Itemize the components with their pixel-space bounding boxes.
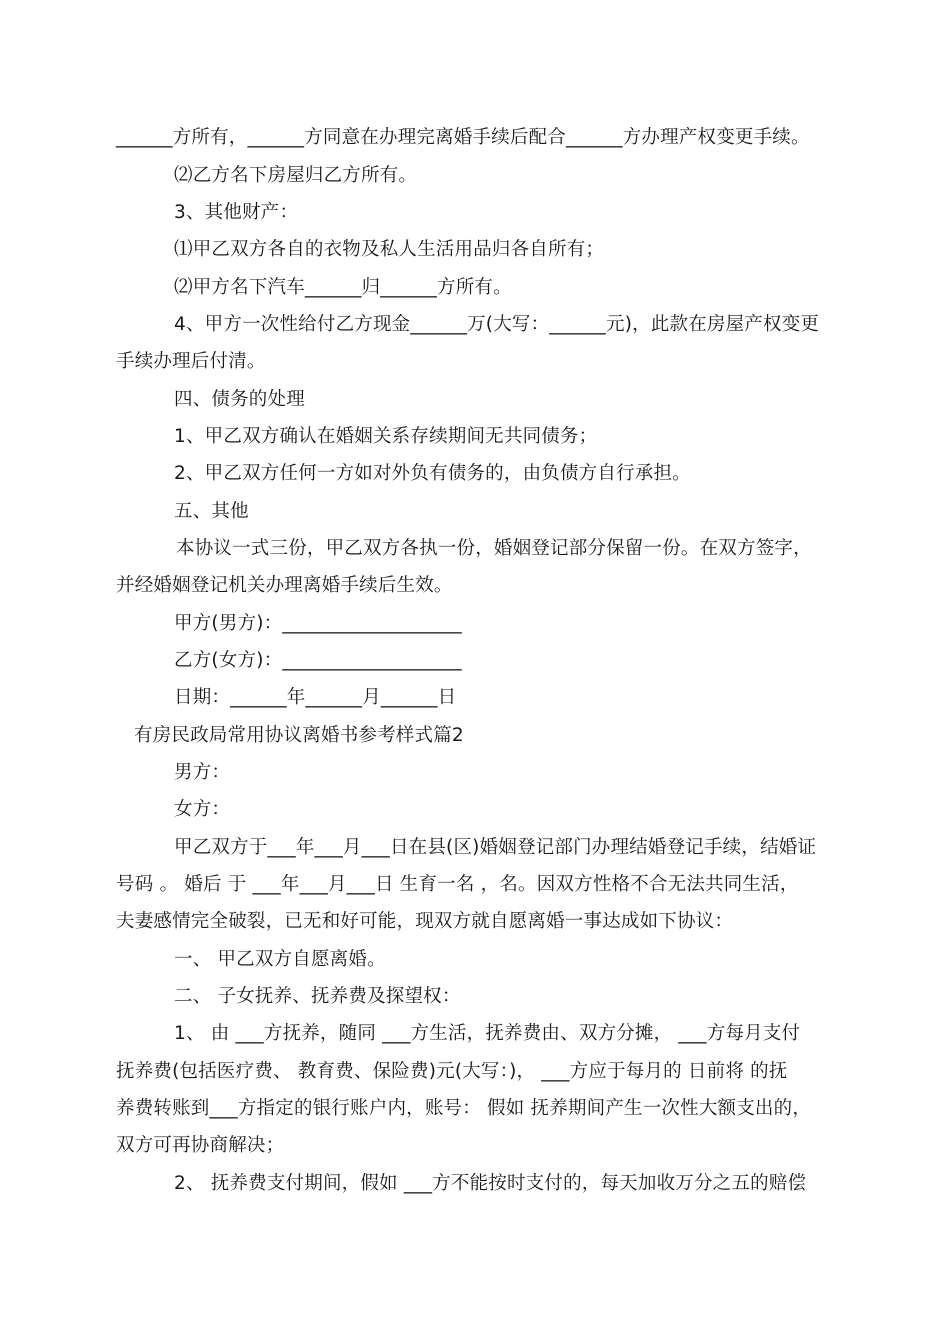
date-line: 日期：______年______月______日 bbox=[174, 687, 457, 708]
text-line: 2、甲乙双方任何一方如对外负有债务的，由负债方自行承担。 bbox=[174, 463, 691, 484]
text-line: 养费转账到___方指定的银行账户内，账号： 假如 抚养期间产生一次性大额支出的， bbox=[116, 1098, 812, 1119]
text-line: 男方： bbox=[174, 762, 231, 783]
text-line: 一、 甲乙双方自愿离婚。 bbox=[174, 949, 386, 970]
text-line: 1、 由 ___方抚养，随同 ___方生活，抚养费由、双方分摊， ___方每月支付 bbox=[174, 1023, 801, 1044]
text-line: ______方所有，______方同意在办理完离婚手续后配合______方办理产权变更手续。 bbox=[116, 127, 810, 148]
text-line: 1、甲乙双方确认在婚姻关系存续期间无共同债务； bbox=[174, 426, 598, 447]
text-line: 号码 。 婚后 于 ___年___月___日 生育一名 ，名。因双方性格不合无法共同生活， bbox=[116, 874, 799, 895]
text-line: 女方： bbox=[174, 799, 231, 820]
text-line: 手续办理后付清。 bbox=[116, 351, 266, 372]
text-line: 并经婚姻登记机关办理离婚手续后生效。 bbox=[116, 575, 453, 596]
section-heading: 五、其他 bbox=[174, 501, 249, 522]
text-line: 二、 子女抚养、抚养费及探望权： bbox=[174, 986, 461, 1007]
document-subtitle: 有房民政局常用协议离婚书参考样式篇2 bbox=[134, 725, 464, 746]
text-line: 双方可再协商解决； bbox=[116, 1135, 285, 1156]
text-line: 4、甲方一次性给付乙方现金______万(大写：______元)，此款在房屋产权变更 bbox=[174, 314, 820, 335]
signature-line-party-b: 乙方(女方)：___________________ bbox=[174, 650, 462, 671]
section-heading: 四、债务的处理 bbox=[174, 389, 305, 410]
text-line: 本协议一式三份，甲乙双方各执一份，婚姻登记部分保留一份。在双方签字， bbox=[176, 538, 812, 559]
text-line: 甲乙双方于___年___月___日在县(区)婚姻登记部门办理结婚登记手续，结婚证 bbox=[174, 837, 817, 858]
text-line: 抚养费(包括医疗费、 教育费、保险费)元(大写：)， ___方应于每月的 日前将 的抚 bbox=[116, 1061, 788, 1082]
signature-line-party-a: 甲方(男方)：___________________ bbox=[174, 613, 462, 634]
text-line: ⑵甲方名下汽车______归______方所有。 bbox=[174, 277, 512, 298]
text-line: ⑴甲乙双方各自的衣物及私人生活用品归各自所有； bbox=[174, 239, 605, 260]
text-line: ⑵乙方名下房屋归乙方所有。 bbox=[174, 165, 418, 186]
text-line: 2、 抚养费支付期间，假如 ___方不能按时支付的，每天加收万分之五的赔偿 bbox=[174, 1173, 807, 1194]
text-line: 夫妻感情完全破裂，已无和好可能，现双方就自愿离婚一事达成如下协议： bbox=[116, 911, 734, 932]
text-line: 3、其他财产： bbox=[174, 202, 299, 223]
